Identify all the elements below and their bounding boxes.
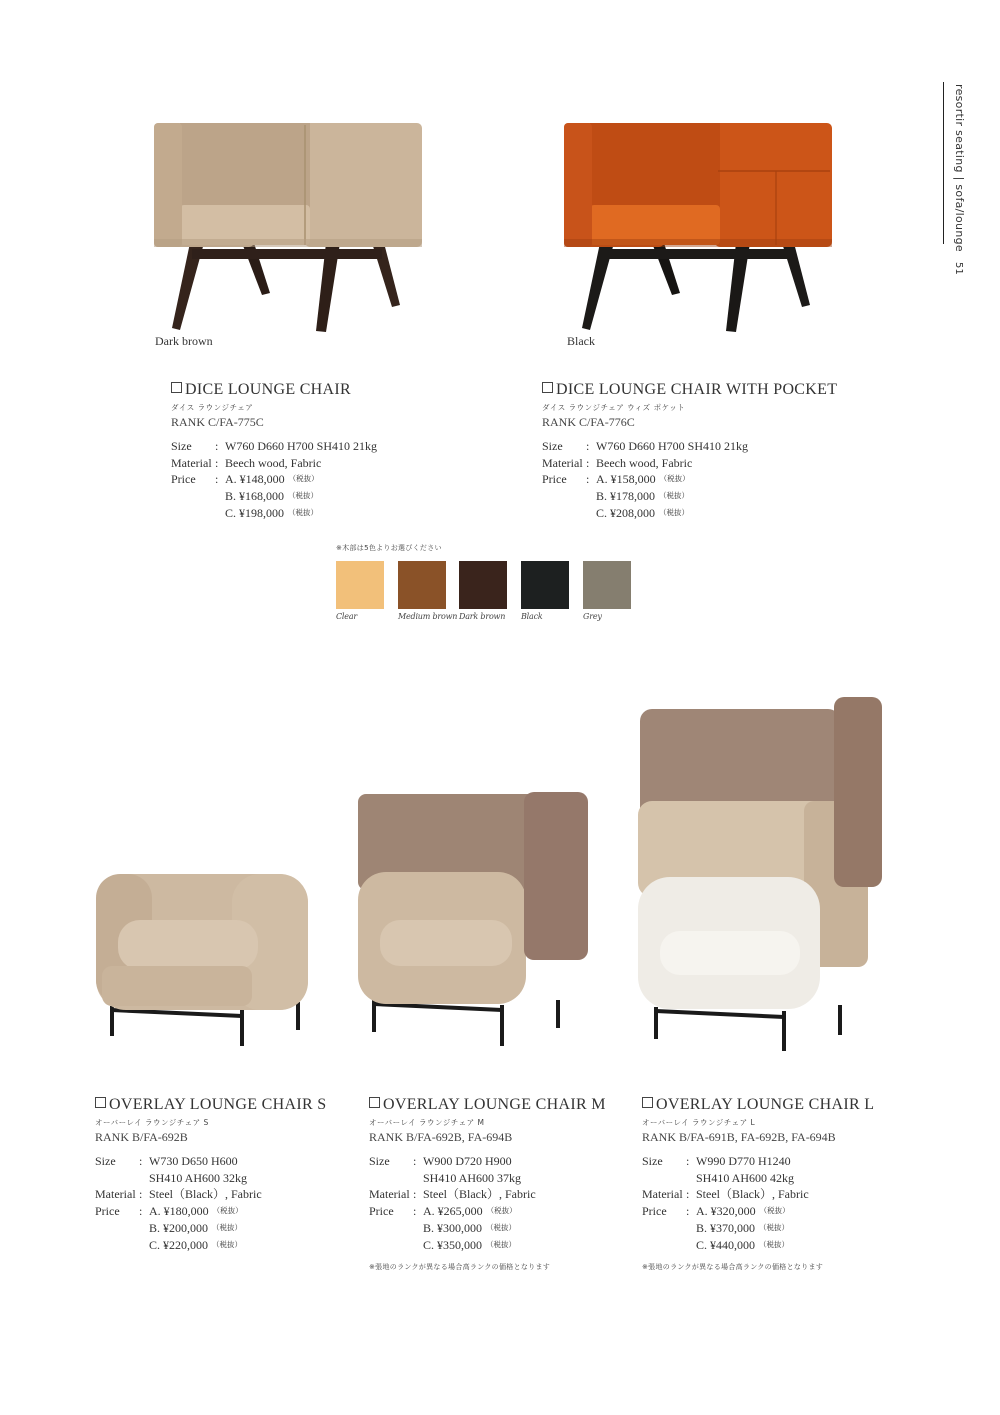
- color-caption-left: Dark brown: [155, 334, 213, 348]
- tax-note: （税抜）: [659, 474, 690, 484]
- price-c: C. ¥440,000: [696, 1237, 756, 1252]
- product-name-kana: ダイス ラウンジチェア ウィズ ポケット: [542, 403, 686, 412]
- chair-legs: [374, 1000, 558, 1046]
- swatch-clear: [336, 561, 384, 609]
- tax-note: （税抜）: [212, 1206, 243, 1216]
- swatch-label: Dark brown: [459, 612, 506, 621]
- material-value: Steel（Black）, Fabric: [423, 1187, 536, 1202]
- checkbox-square-icon: [642, 1097, 653, 1108]
- chair-legs: [582, 243, 810, 332]
- tax-note: （税抜）: [288, 491, 319, 501]
- price-label: Price: [171, 472, 196, 487]
- tax-note: （税抜）: [659, 491, 690, 501]
- tax-note: （税抜）: [212, 1239, 243, 1249]
- product-title: OVERLAY LOUNGE CHAIR L: [642, 1095, 922, 1115]
- product-name-kana: オーバーレイ ラウンジチェア S: [95, 1118, 209, 1127]
- upholstery-rank-note: ※張地のランクが異なる場合高ランクの価格となります: [369, 1263, 551, 1272]
- product-overlay-lounge-chair-l: [642, 1095, 922, 1272]
- size-value: W990 D770 H1240: [696, 1154, 791, 1168]
- spec-table: Size : W760 D660 H700 SH410 21kg Material : Beech wood, Fabric Price : A. ¥158,000 （税抜） B. ¥178,000 （税抜） C. ¥208,000 （税抜）: [542, 439, 748, 520]
- material-label: Material: [369, 1187, 410, 1202]
- material-label: Material: [171, 455, 212, 470]
- checkbox-square-icon: [369, 1097, 380, 1108]
- swatch-label: Black: [521, 612, 543, 621]
- product-rank: RANK C/FA-776C: [542, 415, 635, 429]
- size-label: Size: [369, 1154, 390, 1168]
- product-title: OVERLAY LOUNGE CHAIR S: [95, 1095, 355, 1115]
- material-value: Beech wood, Fabric: [225, 455, 322, 470]
- tax-note: （税抜）: [759, 1239, 790, 1249]
- price-label: Price: [95, 1204, 120, 1219]
- product-title: DICE LOUNGE CHAIR: [171, 380, 501, 400]
- product-rank: RANK C/FA-775C: [171, 415, 264, 429]
- swatch-dark-brown: [459, 561, 507, 609]
- spec-table: Size : W990 D770 H1240 SH410 AH600 42kg Material : Steel（Black）, Fabric Price : A. ¥320,000 （税抜） B. ¥370,000 （税抜） C. ¥440,000 （税抜）: [642, 1154, 809, 1252]
- upholstery-rank-note: ※張地のランクが異なる場合高ランクの価格となります: [642, 1263, 824, 1272]
- product-overlay-lounge-chair-s: [95, 1095, 355, 1253]
- spec-table: Size : W900 D720 H900 SH410 AH600 37kg Material : Steel（Black）, Fabric Price : A. ¥265,000 （税抜） B. ¥300,000 （税抜） C. ¥350,000 （税抜）: [369, 1154, 536, 1252]
- checkbox-square-icon: [171, 382, 182, 393]
- price-c: C. ¥350,000: [423, 1237, 483, 1252]
- price-b: B. ¥200,000: [149, 1220, 209, 1235]
- swatch-black: [521, 561, 569, 609]
- swatch-label: Medium brown: [398, 612, 458, 621]
- tax-note: （税抜）: [288, 474, 319, 484]
- checkbox-square-icon: [95, 1097, 106, 1108]
- price-label: Price: [369, 1204, 394, 1219]
- price-a: A. ¥158,000: [596, 472, 656, 487]
- swatch-grey: [583, 561, 631, 609]
- material-label: Material: [95, 1187, 136, 1202]
- price-a: A. ¥320,000: [696, 1204, 756, 1219]
- tax-note: （税抜）: [288, 507, 319, 517]
- size-label: Size: [542, 439, 563, 453]
- size-value-2: SH410 AH600 37kg: [423, 1170, 522, 1185]
- price-a: A. ¥265,000: [423, 1204, 483, 1219]
- price-b: B. ¥168,000: [225, 489, 285, 504]
- size-label: Size: [171, 439, 192, 453]
- tax-note: （税抜）: [486, 1239, 517, 1249]
- tax-note: （税抜）: [486, 1206, 517, 1216]
- material-label: Material: [642, 1187, 683, 1202]
- size-value: W900 D720 H900: [423, 1154, 512, 1168]
- checkbox-square-icon: [542, 382, 553, 393]
- price-b: B. ¥370,000: [696, 1220, 756, 1235]
- product-overlay-lounge-chair-m: [369, 1095, 629, 1272]
- product-dice-lounge-chair-with-pocket: [542, 380, 882, 522]
- material-value: Steel（Black）, Fabric: [696, 1187, 809, 1202]
- price-c: C. ¥220,000: [149, 1237, 209, 1252]
- product-name-kana: オーバーレイ ラウンジチェア M: [369, 1118, 485, 1127]
- price-b: B. ¥300,000: [423, 1220, 483, 1235]
- price-a: A. ¥180,000: [149, 1204, 209, 1219]
- price-b: B. ¥178,000: [596, 489, 656, 504]
- material-value: Steel（Black）, Fabric: [149, 1187, 262, 1202]
- tax-note: （税抜）: [759, 1222, 790, 1232]
- color-caption-right: Black: [567, 334, 595, 348]
- tax-note: （税抜）: [486, 1222, 517, 1232]
- price-c: C. ¥198,000: [225, 505, 285, 520]
- material-label: Material: [542, 455, 583, 470]
- product-rank: RANK B/FA-692B, FA-694B: [369, 1130, 513, 1144]
- wood-color-note: ※木部は5色よりお選びください: [336, 544, 442, 552]
- overlay-lounge-chair-l-image: [634, 695, 886, 1055]
- price-a: A. ¥148,000: [225, 472, 285, 487]
- section-title: resortir seating | sofa/lounge: [953, 84, 966, 252]
- chair-legs: [656, 1005, 840, 1051]
- product-title: OVERLAY LOUNGE CHAIR M: [369, 1095, 629, 1115]
- size-label: Size: [642, 1154, 663, 1168]
- product-name-kana: オーバーレイ ラウンジチェア L: [642, 1118, 756, 1127]
- swatch-label: Clear: [336, 612, 358, 621]
- chair-legs: [172, 243, 400, 332]
- tax-note: （税抜）: [212, 1222, 243, 1232]
- product-rank: RANK B/FA-691B, FA-692B, FA-694B: [642, 1130, 836, 1144]
- size-value: W760 D660 H700 SH410 21kg: [225, 439, 377, 453]
- overlay-lounge-chair-m-image: [352, 790, 597, 1052]
- swatch-medium-brown: [398, 561, 446, 609]
- size-value-2: SH410 AH600 42kg: [696, 1170, 795, 1185]
- price-c: C. ¥208,000: [596, 505, 656, 520]
- dice-pocket-chair-image: [560, 115, 840, 340]
- spec-table: Size : W760 D660 H700 SH410 21kg Material : Beech wood, Fabric Price : A. ¥148,000 （税抜） B. ¥168,000 （税抜） C. ¥198,000 （税抜）: [171, 439, 377, 520]
- size-value-2: SH410 AH600 32kg: [149, 1170, 248, 1185]
- dice-lounge-chair-image: [150, 115, 430, 340]
- size-label: Size: [95, 1154, 116, 1168]
- product-dice-lounge-chair: [171, 380, 501, 522]
- size-value: W730 D650 H600: [149, 1154, 238, 1168]
- swatch-label: Grey: [583, 612, 602, 621]
- product-name-kana: ダイス ラウンジチェア: [171, 403, 254, 412]
- tax-note: （税抜）: [759, 1206, 790, 1216]
- material-value: Beech wood, Fabric: [596, 455, 693, 470]
- overlay-lounge-chair-s-image: [92, 870, 312, 1055]
- price-label: Price: [542, 472, 567, 487]
- spec-table: Size : W730 D650 H600 SH410 AH600 32kg Material : Steel（Black）, Fabric Price : A. ¥180,000 （税抜） B. ¥200,000 （税抜） C. ¥220,000 （税抜）: [95, 1154, 262, 1252]
- product-rank: RANK B/FA-692B: [95, 1130, 188, 1144]
- product-title: DICE LOUNGE CHAIR WITH POCKET: [542, 380, 882, 400]
- side-rule: [943, 82, 944, 244]
- size-value: W760 D660 H700 SH410 21kg: [596, 439, 748, 453]
- price-label: Price: [642, 1204, 667, 1219]
- page-number: 51: [953, 262, 964, 275]
- tax-note: （税抜）: [659, 507, 690, 517]
